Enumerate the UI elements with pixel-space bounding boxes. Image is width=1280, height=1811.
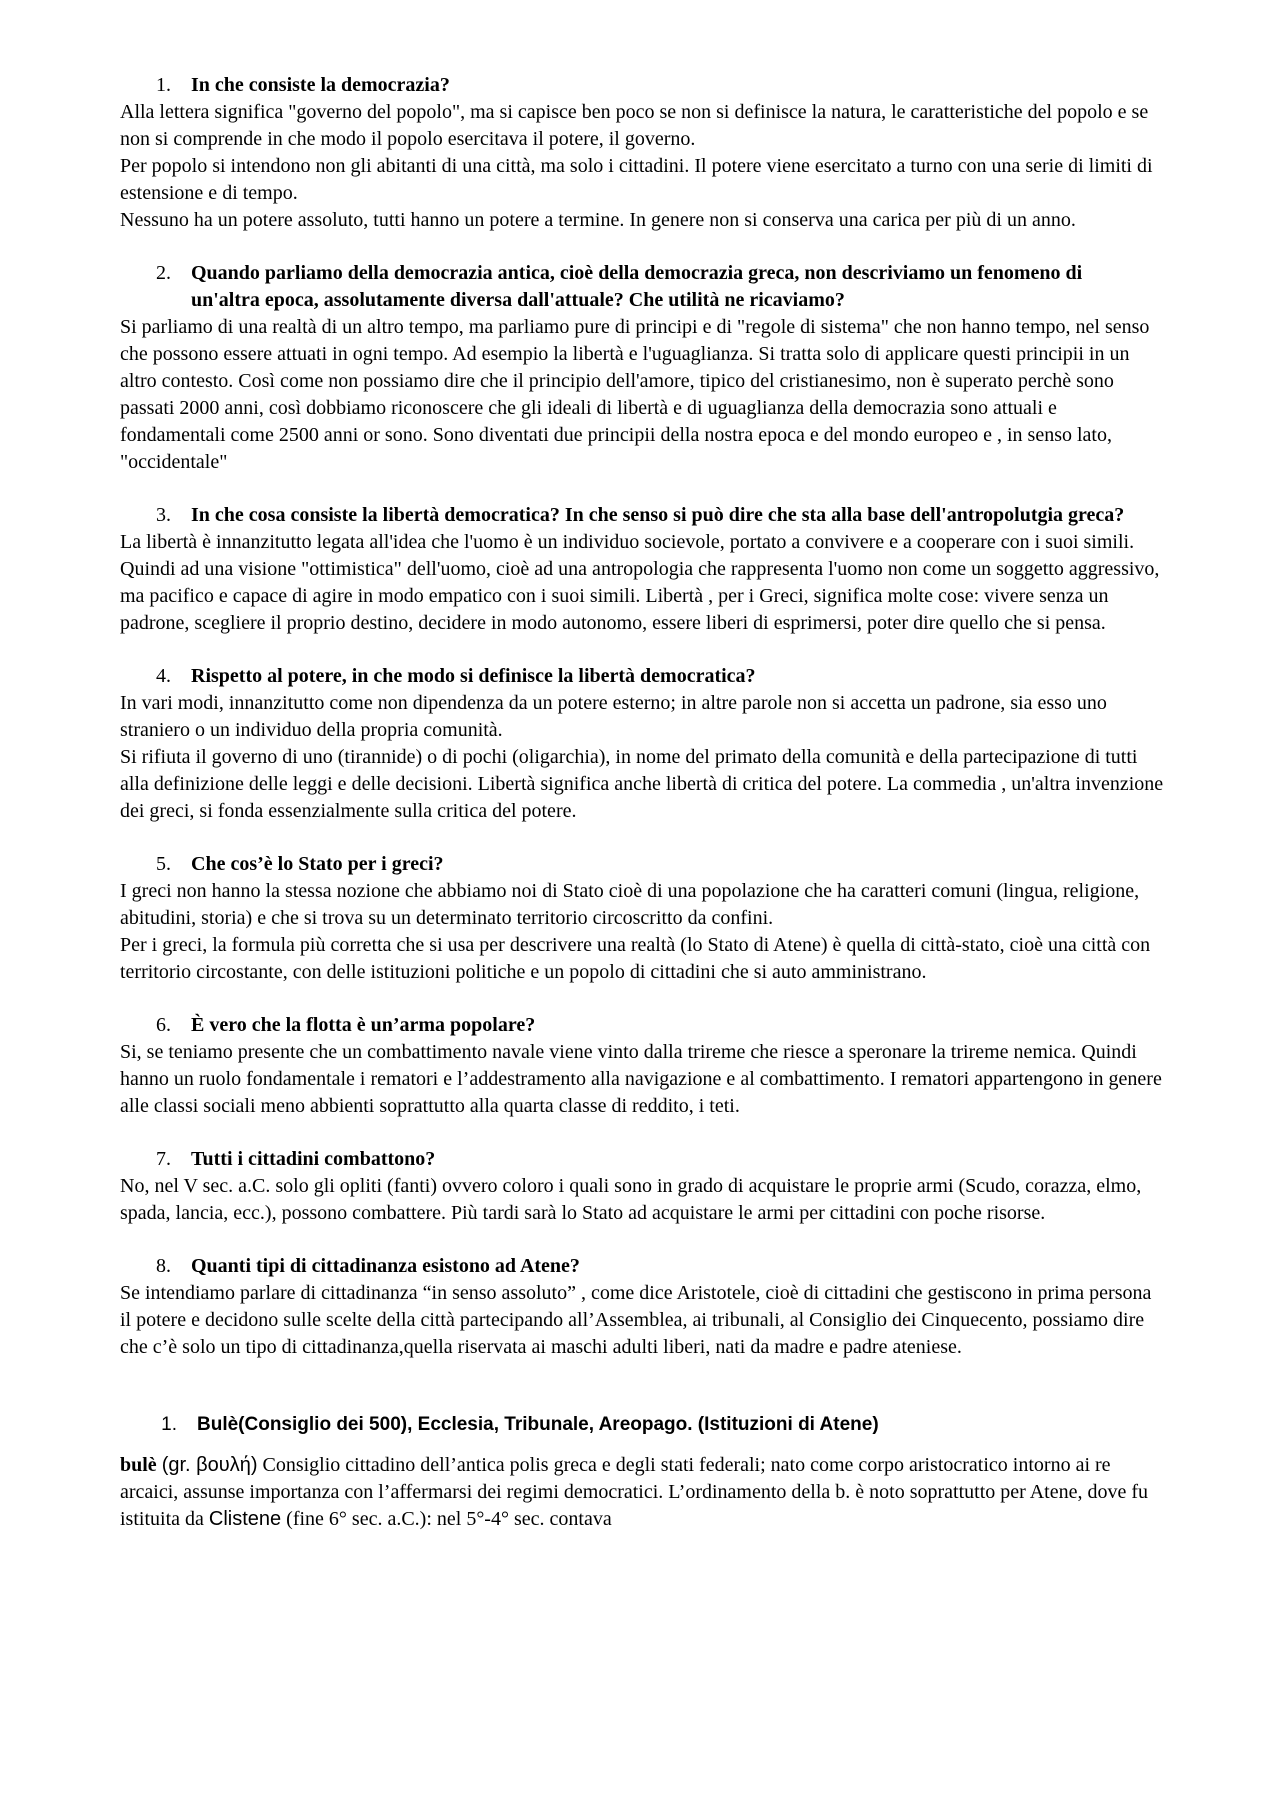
answer [120, 1173, 1165, 1227]
question-text: Rispetto al potere, in che modo si definisce la libertà democratica? [191, 665, 756, 687]
question-number: 2. [156, 262, 171, 284]
answer [120, 99, 1165, 234]
question-heading [120, 851, 1165, 878]
bule-term: bulè [120, 1454, 157, 1476]
bule-definition [120, 1452, 1165, 1533]
question-heading [120, 1253, 1165, 1280]
qa-block [120, 1012, 1165, 1120]
section-number: 1. [161, 1414, 177, 1435]
answer-paragraph: Si rifiuta il governo di uno (tirannide) o di pochi (oligarchia), in nome del primato della comunità e della partecipazione di tutti alla definizione delle leggi e delle decisioni. Libertà significa anche libertà di critica del potere. La commedia , un'altra invenzione dei greci, si fonda essenzialmente sulla critica del potere. [120, 746, 1164, 822]
answer [120, 1039, 1165, 1120]
question-text: Che cos’è lo Stato per i greci? [191, 853, 444, 875]
qa-block [120, 663, 1165, 825]
question-heading [120, 663, 1165, 690]
qa-block [120, 1253, 1165, 1361]
question-number: 7. [156, 1148, 171, 1170]
question-heading [120, 72, 1165, 99]
section-heading [120, 1411, 1165, 1438]
question-heading [120, 1146, 1165, 1173]
answer-paragraph: La libertà è innanzitutto legata all'idea che l'uomo è un individuo socievole, portato a convivere e a cooperare con i suoi simili. Quindi ad una visione "ottimistica" dell'uomo, cioè ad una antropologia che rappresenta l'uomo non come un soggetto aggressivo, ma pacifico e capace di agire in modo empatico con i suoi simili. Libertà , per i Greci, significa molte cose: vivere senza un padrone, scegliere il proprio destino, decidere in modo autonomo, essere liberi di esprimersi, poter dire quello che si pensa. [120, 531, 1160, 634]
answer-paragraph: Per popolo si intendono non gli abitanti di una città, ma solo i cittadini. Il potere viene esercitato a turno con una serie di limiti di estensione e di tempo. [120, 155, 1153, 204]
answer-paragraph: No, nel V sec. a.C. solo gli opliti (fanti) ovvero coloro i quali sono in grado di acquistare le proprie armi (Scudo, corazza, elmo, spada, lancia, ecc.), possono combattere. Più tardi sarà lo Stato ad acquistare le armi per cittadini con poche risorse. [120, 1175, 1142, 1224]
answer [120, 878, 1165, 986]
answer-paragraph: Nessuno ha un potere assoluto, tutti hanno un potere a termine. In genere non si conserva una carica per più di un anno. [120, 209, 1076, 231]
bule-text-1: Consiglio cittadino dell’antica polis greca e degli stati federali; nato come corpo aristocratico intorno ai re arcaici, assunse importanza con l’affermarsi dei regimi democratici. L’ordinamento della b. è noto soprattutto per Atene, dove fu istituita da [120, 1454, 1148, 1530]
answer [120, 529, 1165, 637]
question-number: 1. [156, 74, 171, 96]
question-list [120, 72, 1165, 1361]
question-text: In che consiste la democrazia? [191, 74, 450, 96]
question-heading [120, 1012, 1165, 1039]
answer-paragraph: I greci non hanno la stessa nozione che abbiamo noi di Stato cioè di una popolazione che ha caratteri comuni (lingua, religione, abitudini, storia) e che si trova su un determinato territorio circoscritto da confini. [120, 880, 1140, 929]
question-text: Quanti tipi di cittadinanza esistono ad Atene? [191, 1255, 580, 1277]
answer-paragraph: In vari modi, innanzitutto come non dipendenza da un potere esterno; in altre parole non si accetta un padrone, sia esso uno straniero o un individuo della propria comunità. [120, 692, 1107, 741]
answer [120, 314, 1165, 476]
qa-block [120, 851, 1165, 986]
qa-block [120, 72, 1165, 234]
answer [120, 1280, 1165, 1361]
question-number: 3. [156, 504, 171, 526]
answer-paragraph: Per i greci, la formula più corretta che si usa per descrivere una realtà (lo Stato di Atene) è quella di città-stato, cioè una città con territorio circostante, con delle istituzioni politiche e un popolo di cittadini che si auto amministrano. [120, 934, 1151, 983]
bule-paragraph [120, 1452, 1165, 1533]
question-number: 5. [156, 853, 171, 875]
answer-paragraph: Si, se teniamo presente che un combattimento navale viene vinto dalla trireme che riesce a speronare la trireme nemica. Quindi hanno un ruolo fondamentale i rematori e l’addestramento alla navigazione e al combattimento. I rematori appartengono in genere alle classi sociali meno abbienti soprattutto alla quarta classe di reddito, i teti. [120, 1041, 1162, 1117]
question-heading [120, 502, 1165, 529]
question-text: È vero che la flotta è un’arma popolare? [191, 1014, 536, 1036]
bule-text-2: (fine 6° sec. a.C.): nel 5°-4° sec. contava [281, 1508, 612, 1530]
answer [120, 690, 1165, 825]
answer-paragraph: Si parliamo di una realtà di un altro tempo, ma parliamo pure di principi e di "regole di sistema" che non hanno tempo, nel senso che possono essere attuati in ogni tempo. Ad esempio la libertà e l'uguaglianza. Si tratta solo di applicare questi principii in un altro contesto. Così come non possiamo dire che il principio dell'amore, tipico del cristianesimo, non è superato perchè sono passati 2000 anni, così dobbiamo riconoscere che gli ideali di libertà e di uguaglianza della democrazia sono attuali e fondamentali come 2500 anni or sono. Sono diventati due principii della nostra epoca e del mondo europeo e , in senso lato, "occidentale" [120, 316, 1150, 473]
answer-paragraph: Se intendiamo parlare di cittadinanza “in senso assoluto” , come dice Aristotele, cioè di cittadini che gestiscono in prima persona il potere e decidono sulle scelte della città partecipando all’Assemblea, ai tribunali, al Consiglio dei Cinquecento, possiamo dire che c’è solo un tipo di cittadinanza,quella riservata ai maschi adulti liberi, nati da madre e padre ateniese. [120, 1282, 1152, 1358]
question-number: 6. [156, 1014, 171, 1036]
document-page [120, 72, 1165, 1533]
question-heading [120, 260, 1165, 314]
question-text: Tutti i cittadini combattono? [191, 1148, 436, 1170]
question-number: 4. [156, 665, 171, 687]
qa-block [120, 260, 1165, 476]
answer-paragraph: Alla lettera significa "governo del popolo", ma si capisce ben poco se non si definisce la natura, le caratteristiche del popolo e se non si comprende in che modo il popolo esercitava il potere, il governo. [120, 101, 1149, 150]
clistene-link[interactable]: Clistene [208, 1508, 282, 1530]
question-text: Quando parliamo della democrazia antica, cioè della democrazia greca, non descriviamo un fenomeno di un'altra epoca, assolutamente diversa dall'attuale? Che utilità ne ricaviamo? [191, 262, 1083, 311]
question-text: In che cosa consiste la libertà democratica? In che senso si può dire che sta alla base dell'antropolutgia greca? [191, 504, 1125, 526]
qa-block [120, 502, 1165, 637]
section-title: Bulè(Consiglio dei 500), Ecclesia, Tribunale, Areopago. (Istituzioni di Atene) [197, 1414, 879, 1435]
qa-block [120, 1146, 1165, 1227]
bule-greek: (gr. βουλή) [161, 1454, 258, 1476]
question-number: 8. [156, 1255, 171, 1277]
